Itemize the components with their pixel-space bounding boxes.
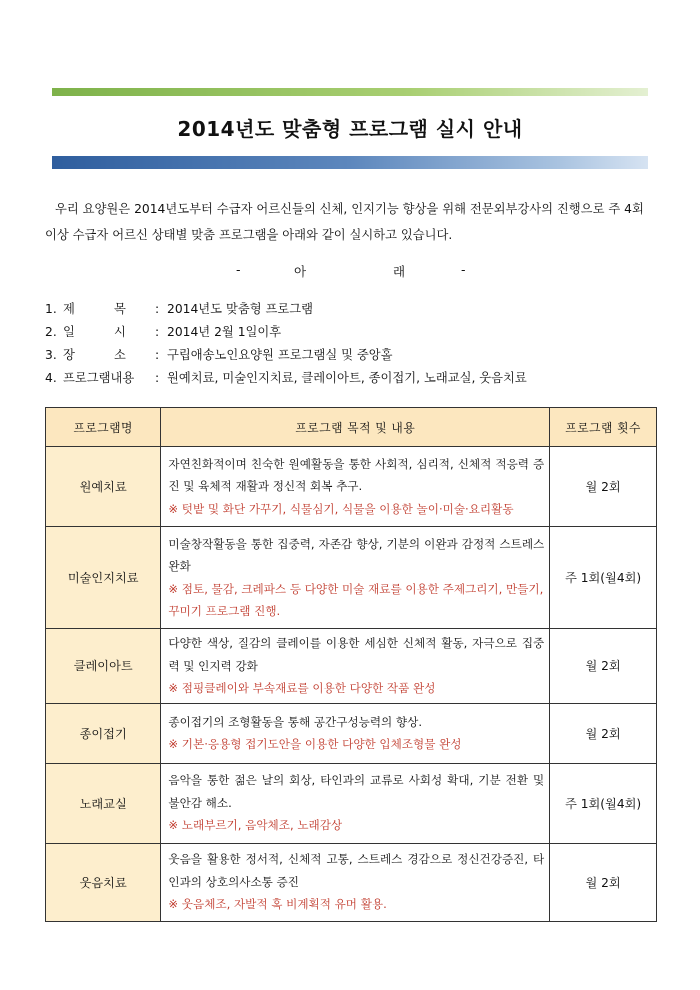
program-description-cell	[161, 703, 550, 763]
detail-colon: :	[155, 371, 160, 385]
heading-dash-left: -	[236, 262, 241, 277]
table-row	[46, 763, 657, 843]
program-count-cell: 월 2회	[550, 447, 657, 527]
detail-number: 1.	[45, 302, 57, 316]
program-description-cell	[161, 843, 550, 921]
table-row	[46, 629, 657, 704]
detail-contents-row	[45, 367, 527, 390]
program-description-cell	[161, 763, 550, 843]
header-program-purpose: 프로그램 목적 및 내용	[161, 408, 550, 447]
program-name-cell: 원예치료	[46, 447, 161, 527]
program-description: 음악을 통한 젊은 날의 회상, 타인과의 교류로 사회성 확대, 기분 전환 및 불안감 해소.	[168, 773, 545, 810]
detail-location-row	[45, 344, 527, 367]
table-header-row	[46, 408, 657, 447]
table-row	[46, 703, 657, 763]
program-count-cell: 주 1회(월4회)	[550, 763, 657, 843]
title-underline-bar	[52, 156, 648, 169]
table-row	[46, 527, 657, 629]
detail-colon: :	[155, 348, 160, 362]
program-description-cell	[161, 629, 550, 704]
program-count-cell: 주 1회(월4회)	[550, 527, 657, 629]
heading-char-rae: 래	[393, 264, 406, 279]
program-description-cell	[161, 527, 550, 629]
intro-line-2: 이상 수급자 어르신 상태별 맞춤 프로그램을 아래와 같이 실시하고 있습니다.	[45, 228, 453, 242]
program-count-cell: 월 2회	[550, 703, 657, 763]
detail-value: 2014년 2월 1일이후	[167, 325, 282, 339]
intro-paragraph	[45, 196, 657, 248]
page-title: 2014년도 맞춤형 프로그램 실시 안내	[177, 117, 523, 141]
header-program-name: 프로그램명	[46, 408, 161, 447]
program-table	[45, 407, 657, 922]
detail-value: 구립애송노인요양원 프로그램실 및 중앙홀	[167, 348, 393, 362]
detail-value: 2014년도 맞춤형 프로그램	[167, 302, 314, 316]
program-activity-note: ※ 웃음체조, 자발적 혹 비계획적 유머 활용.	[168, 897, 387, 912]
detail-number: 3.	[45, 348, 57, 362]
detail-number: 4.	[45, 371, 57, 385]
table-row	[46, 447, 657, 527]
detail-label: 제 목	[63, 302, 126, 316]
program-activity-note: ※ 텃밭 및 화단 가꾸기, 식물심기, 식물을 이용한 놀이·미술·요리활동	[168, 501, 514, 516]
detail-date-row	[45, 321, 527, 344]
table-row	[46, 843, 657, 921]
program-activity-note: ※ 노래부르기, 음악체조, 노래감상	[168, 818, 343, 833]
detail-label: 장 소	[63, 348, 126, 362]
program-description: 자연친화적이며 친숙한 원예활동을 통한 사회적, 심리적, 신체적 적응력 증진 및 육체적 재활과 정신적 회복 추구.	[168, 456, 545, 494]
program-activity-note: ※ 기본·응용형 접기도안을 이용한 다양한 입체조형물 완성	[168, 737, 462, 751]
heading-char-a: 아	[294, 264, 307, 279]
detail-number: 2.	[45, 325, 57, 339]
detail-label: 일 시	[63, 325, 126, 339]
heading-dash-right: -	[461, 262, 466, 277]
program-activity-note: ※ 점핑클레이와 부속재료를 이용한 다양한 작품 완성	[168, 681, 436, 695]
detail-label: 프로그램내용	[63, 371, 135, 385]
program-name-cell: 클레이아트	[46, 629, 161, 704]
header-program-count: 프로그램 횟수	[550, 408, 657, 447]
program-description: 웃음을 활용한 정서적, 신체적 고통, 스트레스 경감으로 정신건강증진, 타인과의 상호의사소통 증진	[168, 852, 545, 889]
program-description: 다양한 색상, 질감의 클레이를 이용한 세심한 신체적 활동, 자극으로 집중력 및 인지력 강화	[168, 636, 545, 673]
program-name-cell: 웃음치료	[46, 843, 161, 921]
program-description: 종이접기의 조형활동을 통해 공간구성능력의 향상.	[168, 714, 423, 729]
program-name-cell: 종이접기	[46, 703, 161, 763]
program-name-cell: 노래교실	[46, 763, 161, 843]
program-count-cell: 월 2회	[550, 629, 657, 704]
top-decorative-bar	[52, 88, 648, 96]
detail-colon: :	[155, 302, 160, 316]
detail-colon: :	[155, 325, 160, 339]
program-description-cell	[161, 447, 550, 527]
program-count-cell: 월 2회	[550, 843, 657, 921]
program-description: 미술창작활동을 통한 집중력, 자존감 향상, 기분의 이완과 감정적 스트레스완화	[168, 536, 545, 573]
section-heading-below	[0, 262, 700, 278]
program-details-list	[45, 298, 527, 390]
program-name-cell: 미술인지치료	[46, 527, 161, 629]
detail-value: 원예치료, 미술인지치료, 클레이아트, 종이접기, 노래교실, 웃음치료	[167, 371, 527, 385]
detail-title-row	[45, 298, 527, 321]
intro-line-1: 우리 요양원은 2014년도부터 수급자 어르신들의 신체, 인지기능 향상을 위해 전문외부강사의 진행으로 주 4회	[55, 202, 644, 216]
program-activity-note: ※ 점토, 물감, 크레파스 등 다양한 미술 재료를 이용한 주제그리기, 만들기, 꾸미기 프로그램 진행.	[168, 581, 544, 618]
